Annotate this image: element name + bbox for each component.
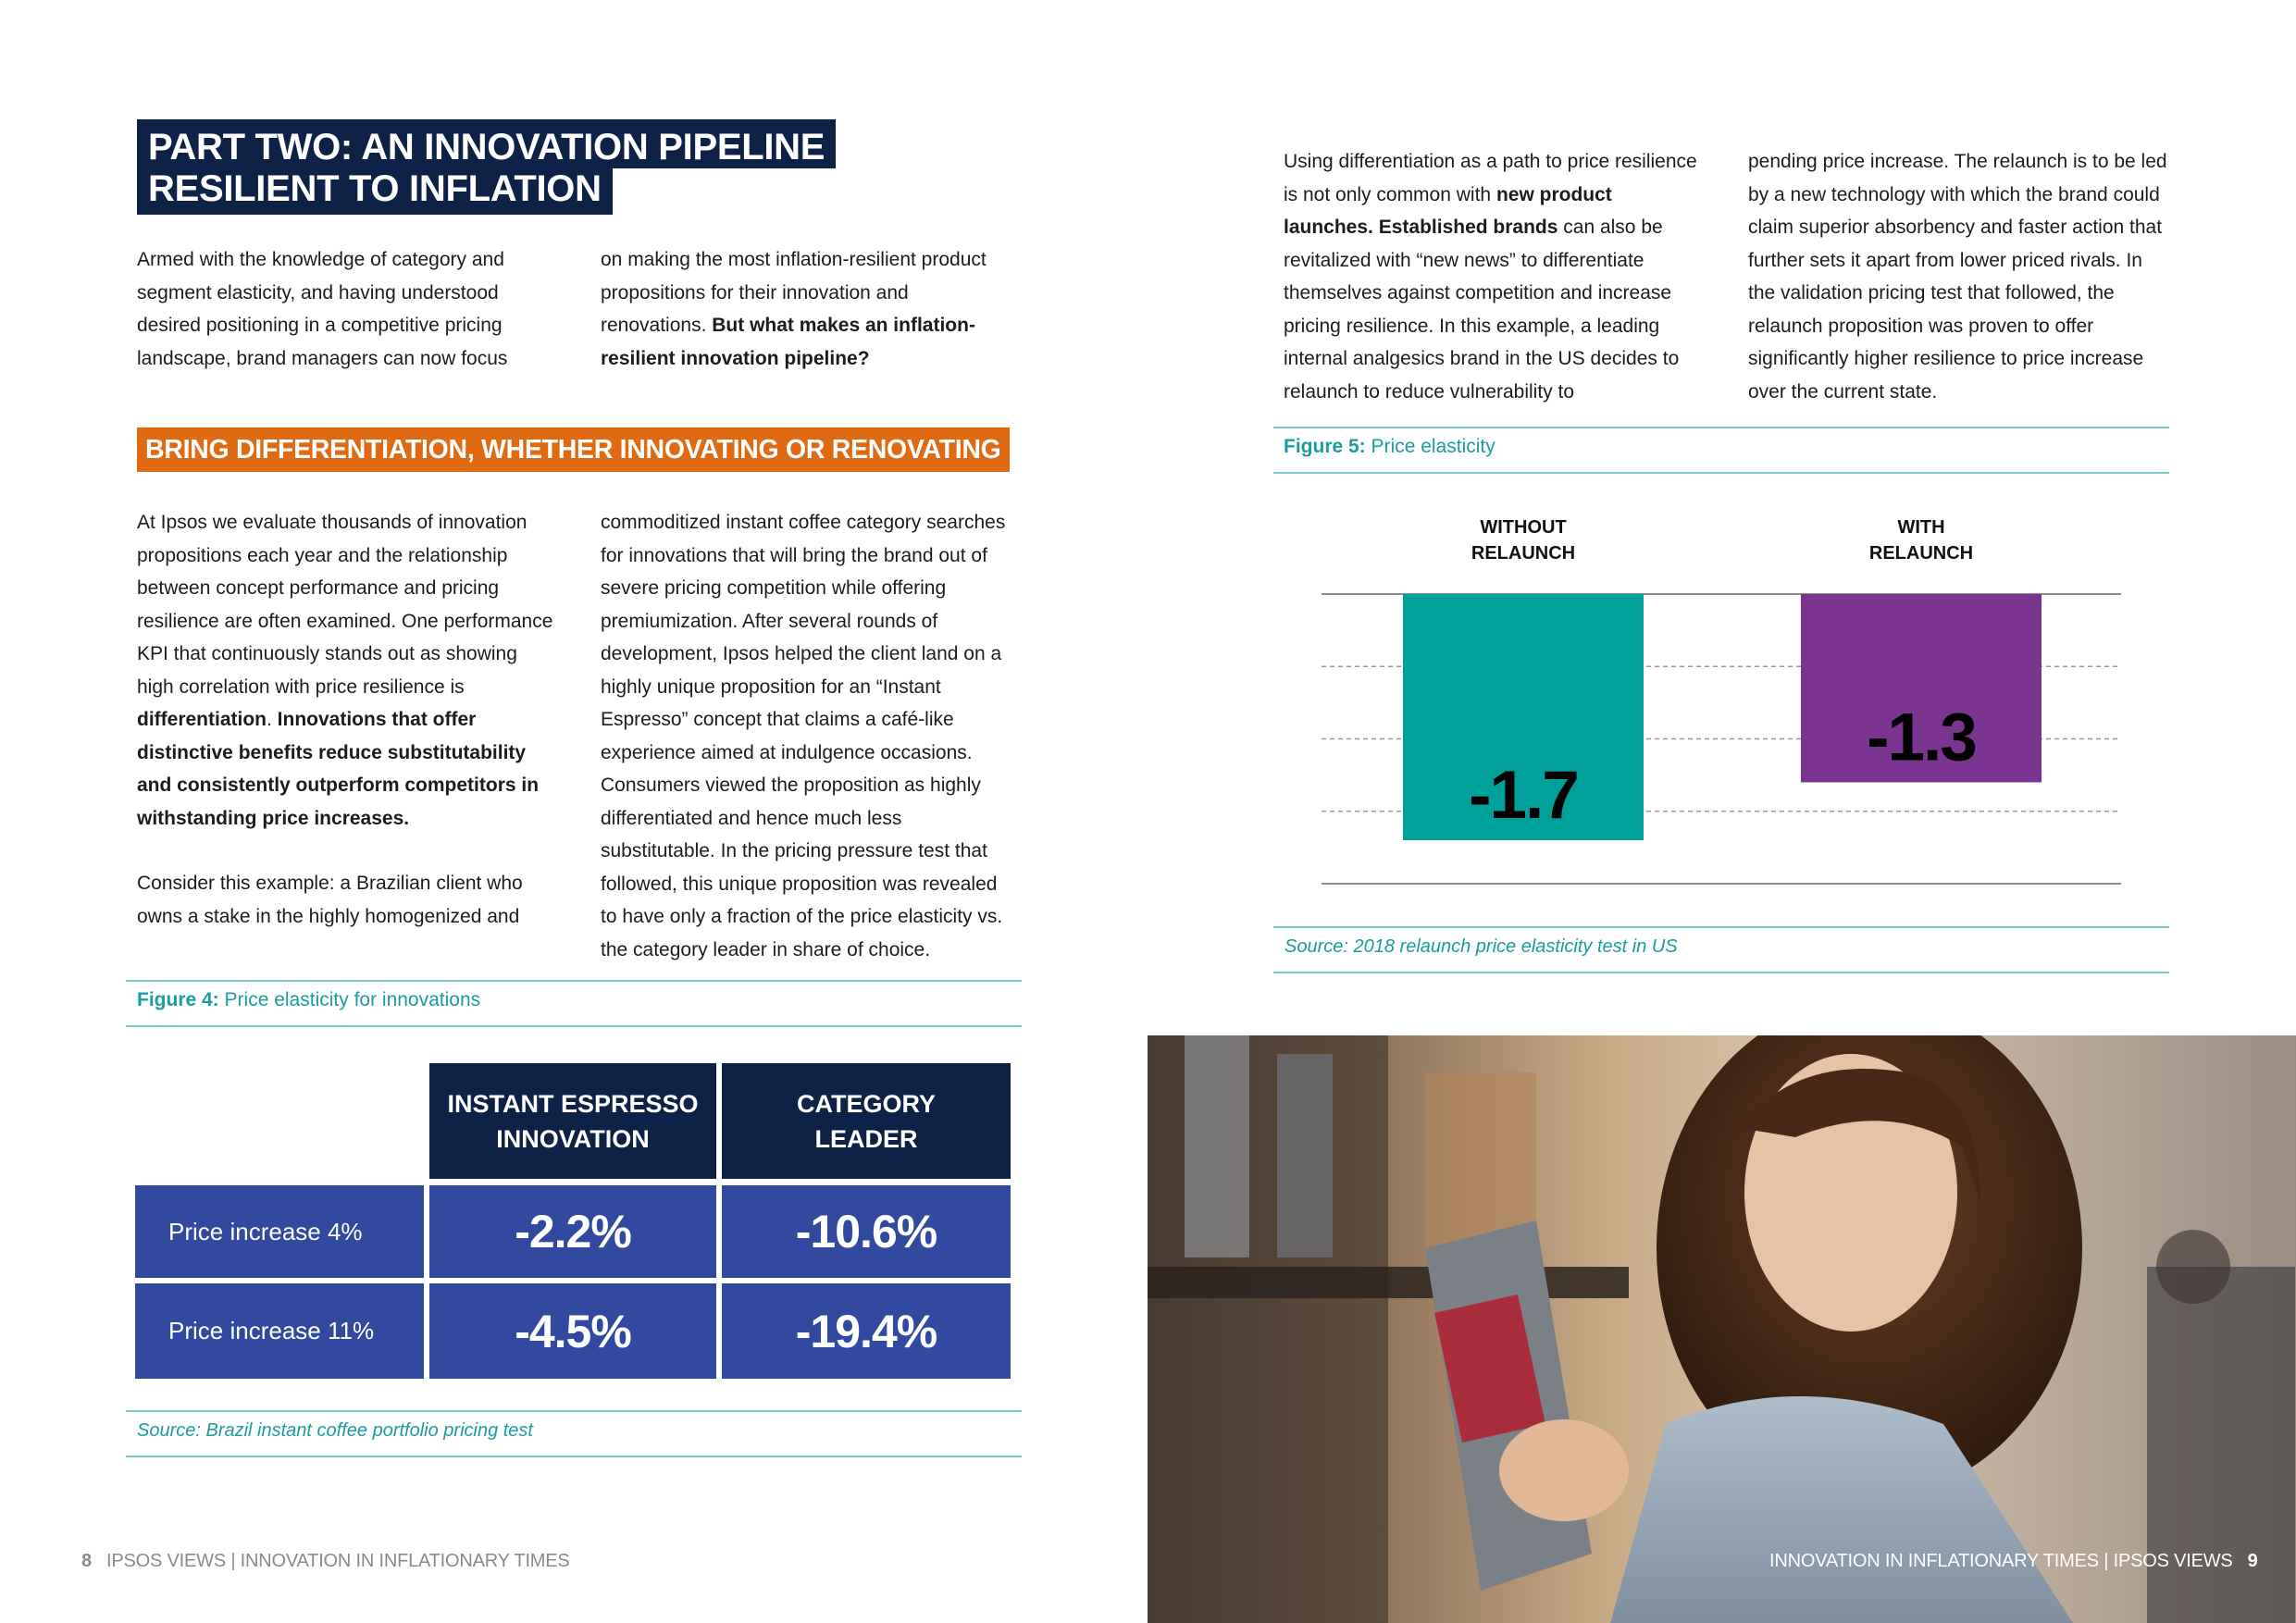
table-cell-value: -2.2%	[429, 1185, 716, 1278]
header-leader-line1: CATEGORY	[796, 1089, 936, 1118]
table-header-leader	[722, 1063, 1011, 1179]
footer-right	[1769, 1551, 2258, 1572]
price-elasticity-chart	[1273, 500, 2169, 898]
section-subheading: BRING DIFFERENTIATION, WHETHER INNOVATING OR RENOVATING	[137, 427, 1010, 472]
table-header-innovation	[429, 1063, 716, 1179]
bar-value-label: -1.7	[1469, 758, 1578, 834]
intro-col1-text: Armed with the knowledge of category and segment elasticity, and having understood desired positioning in a competitive pricing landscape, brand managers can now focus	[137, 249, 508, 369]
footer-left	[81, 1551, 570, 1572]
table-cell-value: -4.5%	[429, 1283, 716, 1379]
footer-right-title: INNOVATION IN INFLATIONARY TIMES | IPSOS VIEWS	[1769, 1551, 2233, 1571]
figure5-source: Source: 2018 relaunch price elasticity test in US	[1285, 936, 1678, 957]
figure4-bottom-rule	[126, 1025, 1022, 1027]
footer-title: IPSOS VIEWS | INNOVATION IN INFLATIONARY TIMES	[106, 1551, 570, 1571]
category-label: RELAUNCH	[1868, 543, 1974, 564]
page-title	[137, 119, 836, 215]
body-col1-keyword: differentiation	[137, 709, 267, 730]
photo-illustration	[1148, 1035, 2296, 1623]
woman-shopping-photo	[1148, 1035, 2296, 1623]
figure5-source-top-rule	[1273, 926, 2169, 928]
header-innovation-line1: INSTANT ESPRESSO	[447, 1089, 699, 1118]
figure4-source-top-rule	[126, 1410, 1022, 1412]
right-col1-text: Using differentiation as a path to price resilience is not only common with	[1284, 151, 1697, 205]
intro-column-1	[137, 243, 544, 375]
right-column-1	[1284, 145, 1700, 408]
body-column-1	[137, 506, 553, 933]
figure4-top-rule	[126, 980, 1022, 982]
body-col1-example: Consider this example: a Brazilian client who owns a stake in the highly homogenized and	[137, 873, 523, 927]
figure4-source: Source: Brazil instant coffee portfolio pricing test	[137, 1420, 533, 1441]
figure5-title: Price elasticity	[1371, 436, 1496, 457]
header-innovation-line2: INNOVATION	[496, 1124, 650, 1153]
bar-value-label: -1.3	[1867, 700, 1976, 775]
right-col2-text: pending price increase. The relaunch is to be led by a new technology with which the brand could claim superior absorbency and faster action that further sets it apart from lower priced rivals. In the validation pricing test that followed, the relaunch proposition was proven to offer significantly higher resilience to price increase over the current state.	[1748, 151, 2167, 403]
figure4-title: Price elasticity for innovations	[224, 989, 481, 1010]
figure5-source-bottom-rule	[1273, 972, 2169, 973]
figure4-source-bottom-rule	[126, 1456, 1022, 1457]
right-col1-bold-2: Established brands	[1378, 217, 1558, 238]
table-row-label: Price increase 4%	[135, 1185, 424, 1278]
footer-right-page-number: 9	[2247, 1551, 2258, 1571]
category-label: RELAUNCH	[1471, 543, 1576, 564]
intro-col2-question: But what makes an inflation-resilient innovation pipeline?	[601, 315, 975, 369]
right-column-2	[1748, 145, 2174, 408]
body-column-2	[601, 506, 1017, 966]
right-col1-bold-1: new product launches.	[1284, 183, 1612, 238]
body-col1-highlight: Innovations that offer distinctive benefits reduce substitutability and consistently outperform competitors in withstanding price increases.	[137, 709, 540, 829]
category-label: WITH	[1897, 517, 1945, 538]
right-col1-text-2: can also be revitalized with “new news” to differentiate themselves against competition and increase pricing resilience. In this example, a leading internal analgesics brand in the US decides to relaunch to reduce vulnerability to	[1284, 217, 1680, 403]
category-label: WITHOUT	[1480, 517, 1567, 538]
figure4-caption	[137, 989, 480, 1011]
body-col2-text: commoditized instant coffee category searches for innovations that will bring the brand out of severe pricing competition while offering premiumization. After several rounds of development, Ipsos helped the client land on a highly unique proposition for an “Instant Espresso” concept that claims a café-like experience aimed at indulgence occasions. Consumers viewed the proposition as highly differentiated and hence much less substitutable. In the pricing pressure test that followed, this unique proposition was revealed to have only a fraction of the price elasticity vs. the category leader in share of choice.	[601, 512, 1006, 960]
figure4-label: Figure 4:	[137, 989, 219, 1010]
header-leader-line2: LEADER	[814, 1124, 918, 1153]
figure5-bottom-rule	[1273, 472, 2169, 474]
figure5-top-rule	[1273, 427, 2169, 428]
table-cell-value: -10.6%	[722, 1185, 1011, 1278]
page-title-line-1: PART TWO: AN INNOVATION PIPELINE	[137, 119, 836, 168]
footer-page-number: 8	[81, 1551, 92, 1571]
page-title-line-2: RESILIENT TO INFLATION	[137, 168, 613, 215]
intro-column-2	[601, 243, 1008, 375]
body-col1-text: At Ipsos we evaluate thousands of innovation propositions each year and the relationship between concept performance and pricing resilience are often examined. One performance KPI that continuously stands out as showing high correlation with price resilience is	[137, 512, 553, 698]
figure5-label: Figure 5:	[1284, 436, 1366, 457]
table-cell-value: -19.4%	[722, 1283, 1011, 1379]
body-col1-punct: .	[267, 709, 278, 730]
figure5-caption	[1284, 436, 1496, 458]
intro-col2-text: on making the most inflation-resilient product propositions for their innovation and renovations.	[601, 249, 987, 336]
table-row-label: Price increase 11%	[135, 1283, 424, 1379]
